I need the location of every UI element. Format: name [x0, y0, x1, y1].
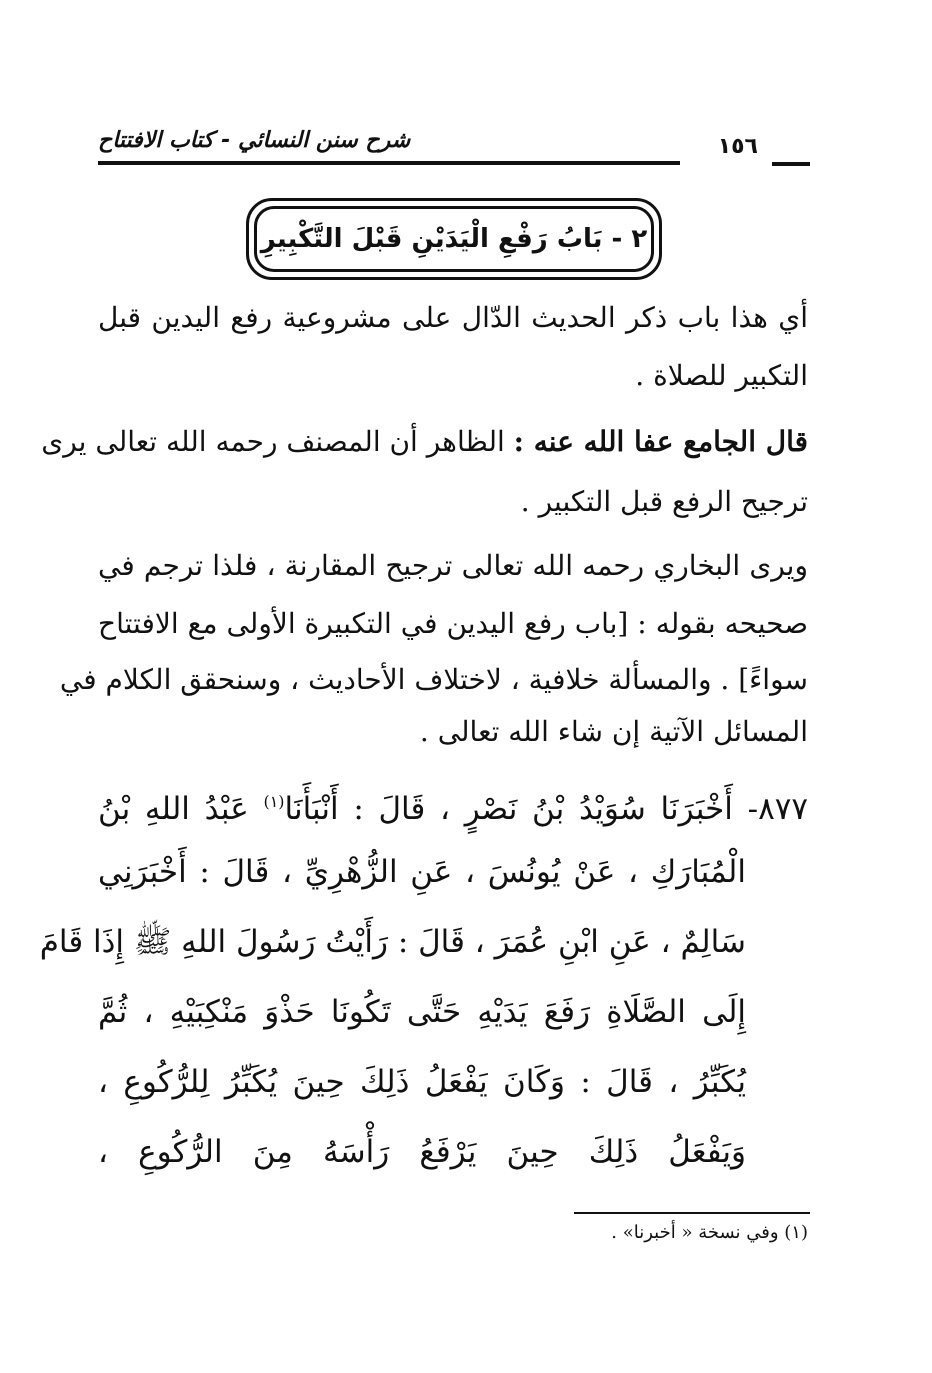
hadith-line-5: يُكَبِّرُ ، قَالَ : وَكَانَ يَفْعَلُ ذَلِكَ حِينَ يُكَبِّرُ لِلرُّكُوعِ ، — [98, 1064, 746, 1100]
running-header — [98, 118, 810, 174]
hadith-line-4: إِلَى الصَّلَاةِ رَفَعَ يَدَيْهِ حَتَّى تَكُونَا حَذْوَ مَنْكِبَيْهِ ، ثُمَّ — [98, 994, 746, 1030]
page-number: ١٥٦ — [717, 134, 758, 159]
compiler-label: قال الجامع عفا الله عنه : — [513, 425, 808, 458]
chapter-title-frame — [246, 198, 662, 280]
running-header-title: شرح سنن النسائي - كتاب الافتتاح — [98, 128, 411, 153]
footnote-reference[interactable]: (١) — [263, 792, 285, 811]
chapter-title: ٢ - بَابُ رَفْعِ الْيَدَيْنِ قَبْلَ التَّكْبِيرِ — [254, 206, 654, 272]
hadith-line-6: وَيَفْعَلُ ذَلِكَ حِينَ يَرْفَعُ رَأْسَهُ مِنَ الرُّكُوعِ ، — [98, 1134, 746, 1170]
footnote: (١) وفي نسخة « أخبرنا» . — [611, 1222, 808, 1243]
paragraph-1-line-1: أي هذا باب ذكر الحديث الدّال على مشروعية رفع اليدين قبل — [98, 301, 808, 334]
hadith-line-1 — [98, 780, 808, 831]
paragraph-2-line-2: ترجيح الرفع قبل التكبير . — [520, 485, 808, 518]
paragraph-2-line-1 — [41, 422, 808, 462]
footnote-rule — [574, 1212, 810, 1214]
paragraph-3-line-3: سواءً] . والمسألة خلافية ، لاختلاف الأحاديث ، وسنحقق الكلام في — [59, 663, 808, 696]
hadith-line-1-b: عَبْدُ اللهِ بْنُ — [98, 791, 249, 827]
hadith-number: ٨٧٧- — [747, 791, 809, 827]
paragraph-3-line-4: المسائل الآتية إن شاء الله تعالى . — [419, 715, 808, 748]
paragraph-3-line-1: ويرى البخاري رحمه الله تعالى ترجيح المقارنة ، فلذا ترجم في — [98, 549, 808, 582]
hadith-line-1-a: أَخْبَرَنَا سُوَيْدُ بْنُ نَصْرٍ ، قَالَ : أَنْبَأَنَا — [284, 791, 733, 827]
paragraph-3-line-2: صحيحه بقوله : [باب رفع اليدين في التكبيرة الأولى مع الافتتاح — [98, 607, 809, 640]
hadith-line-3: سَالِمٌ ، عَنِ ابْنِ عُمَرَ ، قَالَ : رَأَيْتُ رَسُولَ اللهِ ﷺ إِذَا قَامَ — [39, 924, 746, 960]
hadith-line-2: الْمُبَارَكِ ، عَنْ يُونُسَ ، عَنِ الزُّهْرِيِّ ، قَالَ : أَخْبَرَنِي — [98, 854, 746, 890]
paragraph-2-line-1-text: الظاهر أن المصنف رحمه الله تعالى يرى — [41, 425, 505, 458]
header-dash — [772, 162, 810, 166]
paragraph-1-line-2: التكبير للصلاة . — [635, 359, 808, 392]
header-rule — [98, 161, 680, 165]
